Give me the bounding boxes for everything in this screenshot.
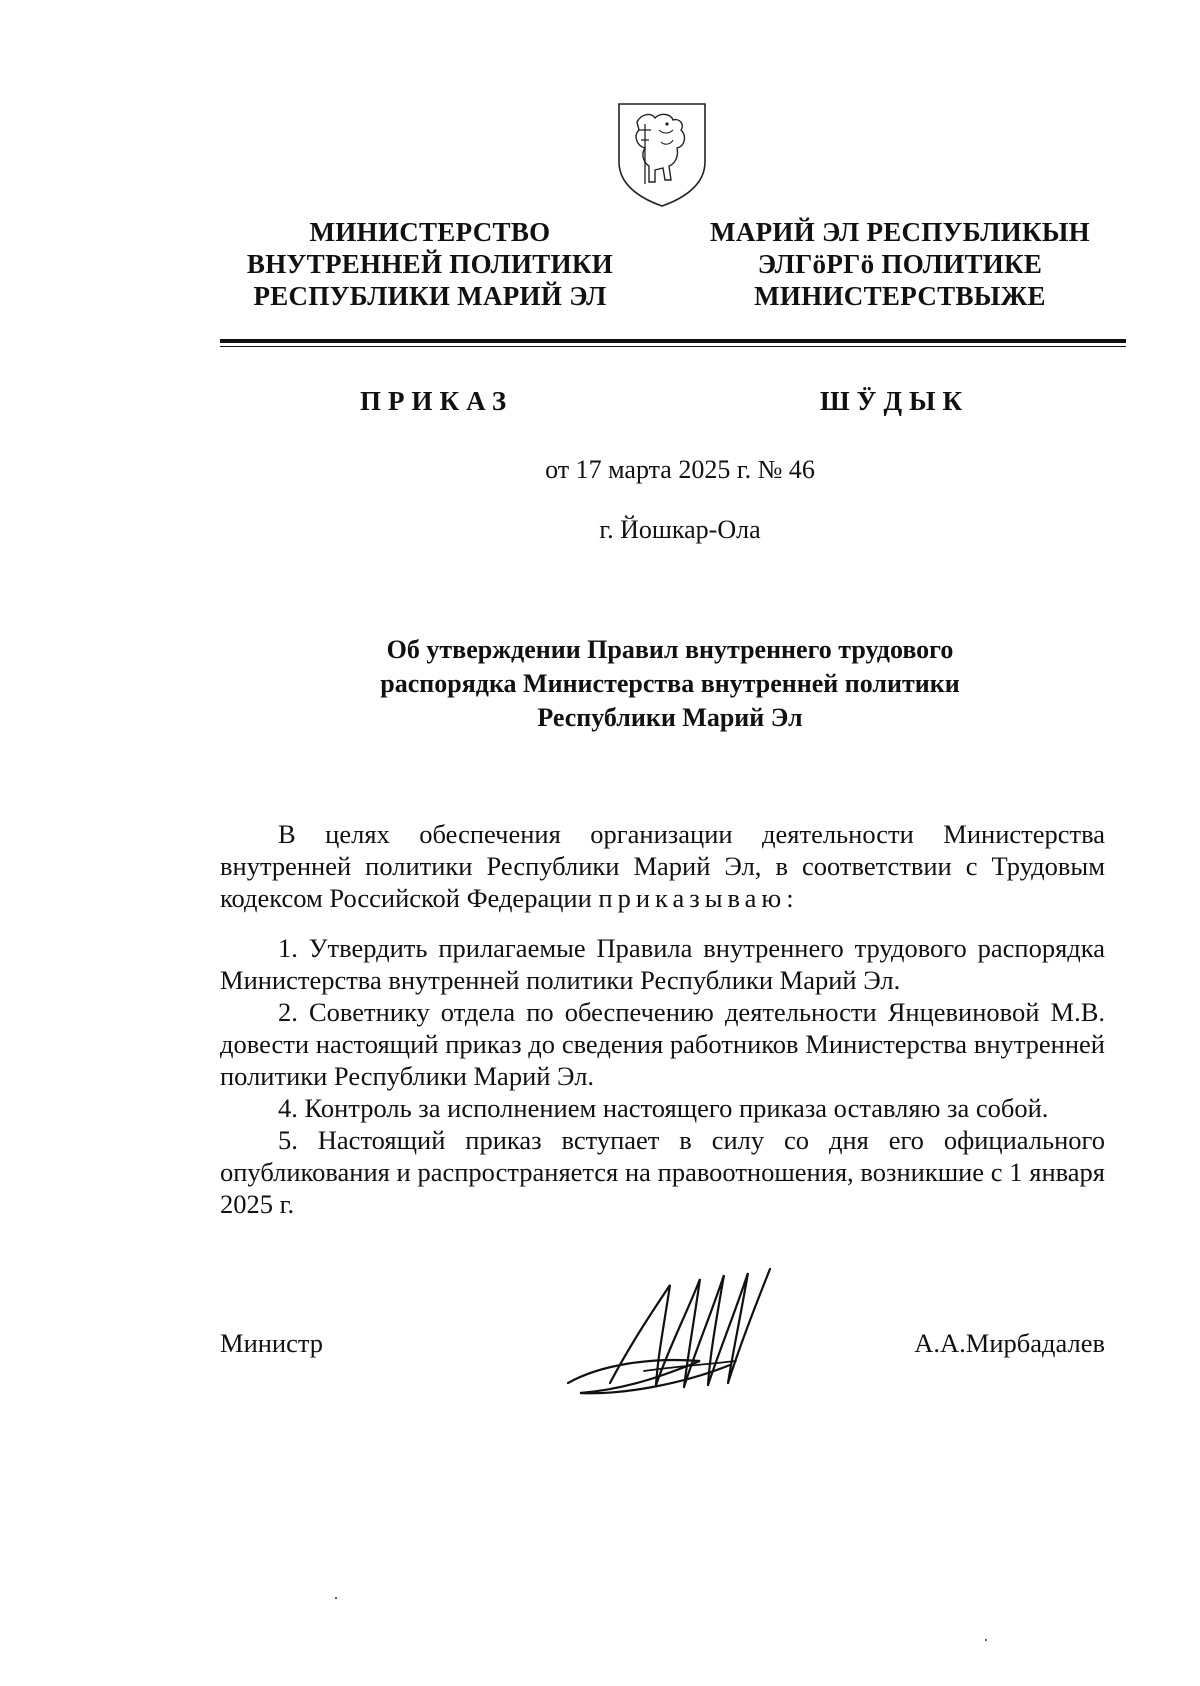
document-city: г. Йошкар-Ола xyxy=(599,515,761,544)
order-word: приказываю: xyxy=(598,883,799,913)
document-body xyxy=(220,818,1105,1220)
scan-speck xyxy=(985,1639,987,1641)
org-ru-line: МИНИСТЕРСТВО xyxy=(309,217,551,247)
signatory-name: А.А.Мирбадалев xyxy=(914,1328,1105,1358)
header-divider-thick xyxy=(220,339,1126,343)
scan-speck xyxy=(335,1597,337,1599)
handwritten-signature xyxy=(560,1265,800,1415)
org-mari-line: ЭЛГӧРГӧ ПОЛИТИКЕ xyxy=(757,249,1043,279)
org-ru-line: ВНУТРЕННЕЙ ПОЛИТИКИ xyxy=(246,249,614,279)
document-type-russian: ПРИКАЗ xyxy=(360,386,514,416)
organization-name-mari xyxy=(680,216,1120,312)
header-divider-thin xyxy=(220,346,1126,347)
organization-name-russian xyxy=(230,216,630,312)
preamble-paragraph xyxy=(220,818,1105,914)
preamble-text: В целях обеспечения организации деятельности Министерства внутренней политики Республики Марий Эл, в соответствии с Трудовым кодексом Российской Федерации xyxy=(220,819,1105,913)
org-mari-line: МИНИСТЕРСТВЫЖЕ xyxy=(754,281,1046,311)
title-line: Республики Марий Эл xyxy=(537,703,803,732)
document-type-mari: ШӰДЫК xyxy=(820,386,970,416)
title-line: распорядка Министерства внутренней политики xyxy=(380,669,960,698)
signatory-title: Министр xyxy=(220,1328,324,1358)
org-ru-line: РЕСПУБЛИКИ МАРИЙ ЭЛ xyxy=(253,281,607,311)
order-item: 4. Контроль за исполнением настоящего приказа оставляю за собой. xyxy=(278,1093,1049,1123)
coat-of-arms-icon xyxy=(615,100,709,210)
order-item: 2. Советнику отдела по обеспечению деятельности Янцевиновой М.В. довести настоящий приказ до сведения работников Министерства внутренней политики Республики Марий Эл. xyxy=(220,997,1105,1091)
order-item: 1. Утвердить прилагаемые Правила внутреннего трудового распорядка Министерства внутренней политики Республики Марий Эл. xyxy=(220,933,1105,995)
title-line: Об утверждении Правил внутреннего трудового xyxy=(386,635,954,664)
document-date-number: от 17 марта 2025 г. № 46 xyxy=(545,455,815,484)
org-mari-line: МАРИЙ ЭЛ РЕСПУБЛИКЫН xyxy=(710,217,1090,247)
order-item: 5. Настоящий приказ вступает в силу со дня его официального опубликования и распространяется на правоотношения, возникшие с 1 января 2025 г. xyxy=(220,1125,1105,1219)
document-title xyxy=(230,633,1110,735)
